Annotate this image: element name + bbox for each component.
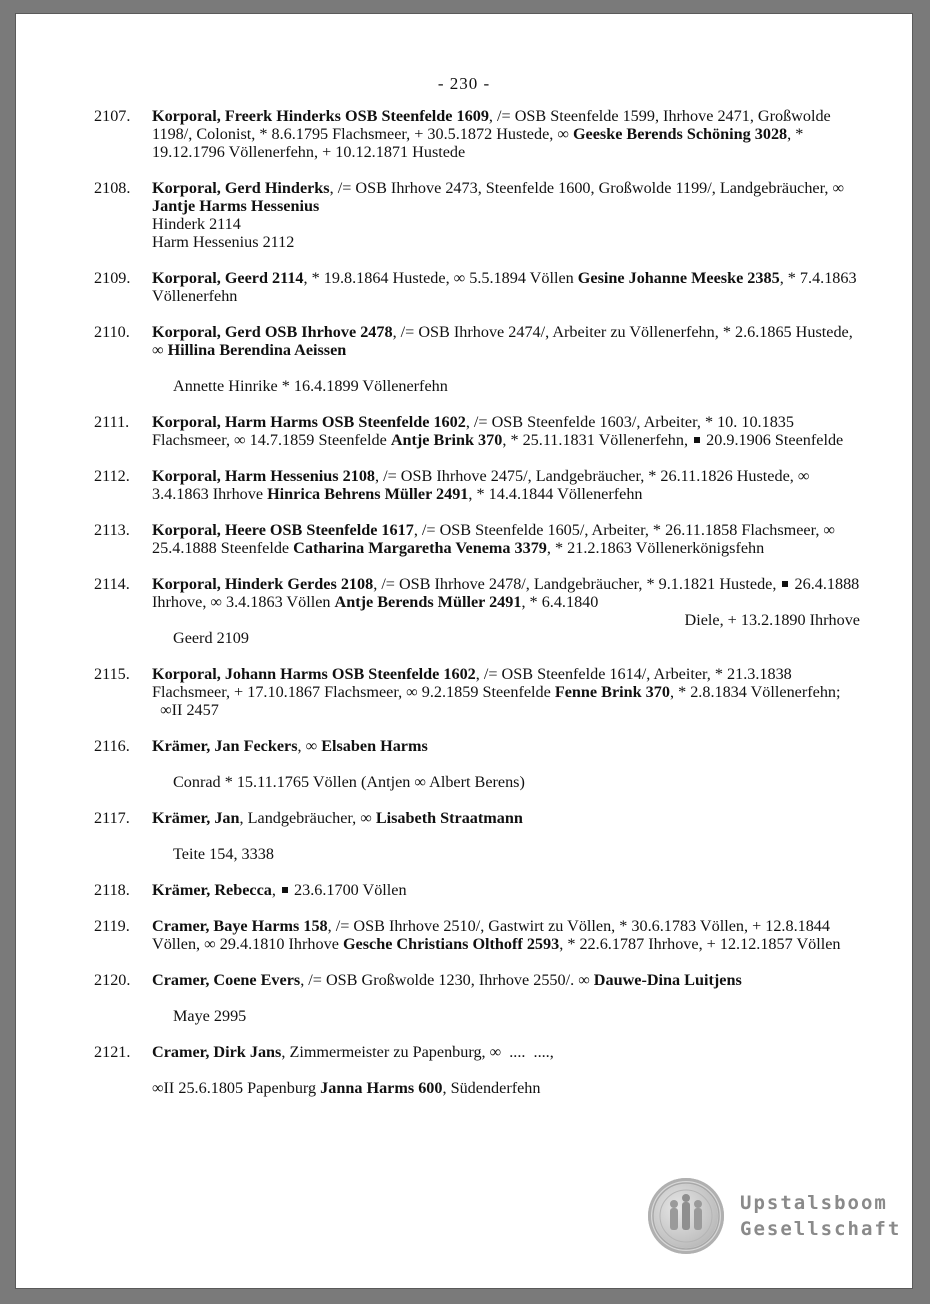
genealogy-entry: [94, 413, 860, 449]
genealogy-entry: [94, 737, 860, 791]
genealogy-entry: [94, 269, 860, 305]
genealogy-entry: [94, 971, 860, 1025]
genealogy-entry: [94, 521, 860, 557]
entry-text: ∞II 25.6.1805 Papenburg Janna Harms 600, Südenderfehn: [152, 1079, 541, 1097]
entry-text: Diele, + 13.2.1890 Ihrhove: [684, 611, 860, 629]
genealogy-entry: [94, 665, 860, 719]
entry-text: Korporal, Geerd 2114, * 19.8.1864 Hustede, ∞ 5.5.1894 Völlen Gesine Johanne Meeske 2385, * 7.4.1863 Völlenerfehn: [152, 269, 857, 305]
entry-number: 2121.: [94, 1043, 131, 1061]
entry-list: [94, 107, 860, 1097]
genealogy-entry: [94, 809, 860, 863]
entry-number: 2117.: [94, 809, 130, 827]
entry-number: 2116.: [94, 737, 130, 755]
entry-text: Korporal, Harm Harms OSB Steenfelde 1602, /= OSB Steenfelde 1603/, Arbeiter, * 10. 10.1835 Flachsmeer, ∞ 14.7.1859 Steenfelde Antje Brink 370, * 25.11.1831 Völlenerfehn, 20.9.1906 Steenfelde: [152, 413, 844, 449]
genealogy-entry: [94, 179, 860, 251]
entry-text: Hinderk 2114: [152, 215, 241, 233]
entry-number: 2108.: [94, 179, 131, 197]
entry-number: 2110.: [94, 323, 130, 341]
genealogy-entry: [94, 881, 860, 899]
entry-text: Cramer, Coene Evers, /= OSB Großwolde 1230, Ihrhove 2550/. ∞ Dauwe-Dina Luitjens: [152, 971, 742, 989]
entry-number: 2115.: [94, 665, 130, 683]
entry-text: Cramer, Baye Harms 158, /= OSB Ihrhove 2510/, Gastwirt zu Völlen, * 30.6.1783 Völlen, + 12.8.1844 Völlen, ∞ 29.4.1810 Ihrhove Gesche Christians Olthoff 2593, * 22.6.1787 Ihrhove, + 12.12.1857 Völlen: [152, 917, 841, 953]
entry-number: 2111.: [94, 413, 130, 431]
watermark-line-1: Upstalsboom: [740, 1192, 888, 1214]
entry-number: 2120.: [94, 971, 131, 989]
entry-number: 2113.: [94, 521, 130, 539]
entry-text: Korporal, Gerd Hinderks, /= OSB Ihrhove 2473, Steenfelde 1600, Großwolde 1199/, Landgebräucher, ∞ Jantje Harms Hessenius: [152, 179, 844, 215]
entry-child: Teite 154, 3338: [173, 845, 274, 863]
entry-text: Korporal, Freerk Hinderks OSB Steenfelde 1609, /= OSB Steenfelde 1599, Ihrhove 2471, Großwolde 1198/, Colonist, * 8.6.1795 Flachsmeer, + 30.5.1872 Hustede, ∞ Geeske Berends Schöning 3028, * 19.12.1796 Völlenerfehn, + 10.12.1871 Hustede: [152, 107, 831, 161]
entry-child: Conrad * 15.11.1765 Völlen (Antjen ∞ Albert Berens): [173, 773, 525, 791]
entry-number: 2107.: [94, 107, 131, 125]
page-number: - 230 -: [437, 74, 491, 93]
entry-number: 2114.: [94, 575, 130, 593]
entry-number: 2119.: [94, 917, 130, 935]
entry-text: Korporal, Harm Hessenius 2108, /= OSB Ihrhove 2475/, Landgebräucher, * 26.11.1826 Hustede, ∞ 3.4.1863 Ihrhove Hinrica Behrens Müller 2491, * 14.4.1844 Völlenerfehn: [152, 467, 810, 503]
entry-text: Harm Hessenius 2112: [152, 233, 295, 251]
publisher-watermark: [648, 1178, 902, 1260]
entry-child: Maye 2995: [173, 1007, 247, 1025]
entry-text: Korporal, Heere OSB Steenfelde 1617, /= OSB Steenfelde 1605/, Arbeiter, * 26.11.1858 Flachsmeer, ∞ 25.4.1888 Steenfelde Catharina Margaretha Venema 3379, * 21.2.1863 Völlenerkönigsfehn: [152, 521, 835, 557]
genealogy-entry: [94, 1043, 860, 1097]
entry-text: Krämer, Jan, Landgebräucher, ∞ Lisabeth Straatmann: [152, 809, 523, 827]
entry-text: Korporal, Gerd OSB Ihrhove 2478, /= OSB Ihrhove 2474/, Arbeiter zu Völlenerfehn, * 2.6.1865 Hustede, ∞ Hillina Berendina Aeissen: [152, 323, 853, 359]
genealogy-entry: [94, 575, 860, 647]
entry-text: Korporal, Johann Harms OSB Steenfelde 1602, /= OSB Steenfelde 1614/, Arbeiter, * 21.3.1838 Flachsmeer, + 17.10.1867 Flachsmeer, ∞ 9.2.1859 Steenfelde Fenne Brink 370, * 2.8.1834 Völlenerfehn; ∞II 2457: [152, 665, 841, 719]
genealogy-entry: [94, 917, 860, 953]
entry-number: 2109.: [94, 269, 131, 287]
document-page: [16, 14, 912, 1288]
genealogy-entry: [94, 107, 860, 161]
genealogy-entry: [94, 467, 860, 503]
entry-number: 2118.: [94, 881, 130, 899]
watermark-line-2: Gesellschaft: [740, 1218, 902, 1240]
entry-text: Krämer, Jan Feckers, ∞ Elsaben Harms: [152, 737, 428, 755]
entry-text: Korporal, Hinderk Gerdes 2108, /= OSB Ihrhove 2478/, Landgebräucher, * 9.1.1821 Hustede, 26.4.1888 Ihrhove, ∞ 3.4.1863 Völlen Antje Berends Müller 2491, * 6.4.1840: [152, 575, 860, 611]
genealogy-entry: [94, 323, 860, 395]
entry-text: Krämer, Rebecca, 23.6.1700 Völlen: [152, 881, 407, 899]
entry-number: 2112.: [94, 467, 130, 485]
seal-icon: [648, 1178, 724, 1254]
entry-child: Geerd 2109: [173, 629, 249, 647]
entry-text: Cramer, Dirk Jans, Zimmermeister zu Papenburg, ∞ .... ....,: [152, 1043, 554, 1061]
entry-child: Annette Hinrike * 16.4.1899 Völlenerfehn: [173, 377, 448, 395]
